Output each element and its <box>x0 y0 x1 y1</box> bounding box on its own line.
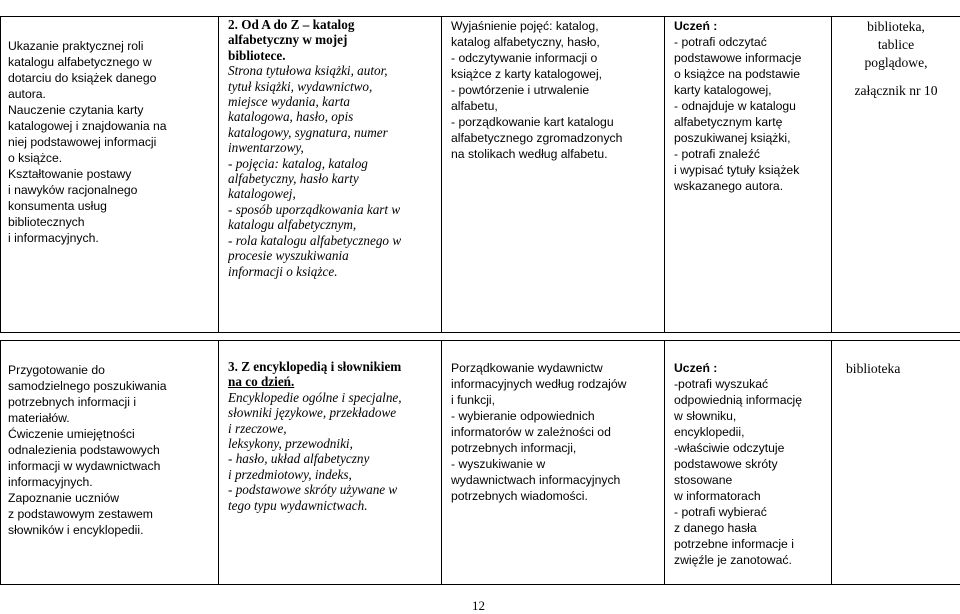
text-line: autora. <box>8 87 46 101</box>
topic-title-line: alfabetyczny w mojej <box>228 32 348 48</box>
text-line: konsumenta usług <box>8 199 107 213</box>
row2-goals-cell <box>8 362 216 538</box>
row1-topic-cell <box>228 17 440 279</box>
text-line: alfabetyczny, hasło karty <box>228 171 359 187</box>
text-line: i wypisać tytuły książek <box>674 163 800 177</box>
text-line: - pojęcia: katalog, katalog <box>228 155 368 171</box>
text-line: podstawowe informacje <box>674 51 802 65</box>
text-line: alfabetycznego zgromadzonych <box>451 131 623 145</box>
student-heading: Uczeń : <box>674 19 718 33</box>
text-line: - wyszukiwanie w <box>451 457 546 471</box>
topic-title-line: na co dzień. <box>228 374 295 390</box>
text-line: potrzebnych wiadomości. <box>451 489 588 503</box>
text-line: i informacyjnych. <box>8 231 99 245</box>
text-line: poszukiwanej książki, <box>674 131 791 145</box>
text-line: Przygotowanie do <box>8 363 105 377</box>
text-line: informacji o książce. <box>228 263 338 279</box>
text-line: - odczytywanie informacji o <box>451 51 598 65</box>
text-line: inwentarzowy, <box>228 140 304 156</box>
row2-procedures-cell <box>451 360 663 504</box>
text-line: i rzeczowe, <box>228 420 287 436</box>
text-line: Encyklopedie ogólne i specjalne, <box>228 389 402 405</box>
text-line: stosowane <box>674 473 733 487</box>
text-line: wskazanego autora. <box>674 179 784 193</box>
text-line: Ukazanie praktycznej roli <box>8 39 144 53</box>
page-number: 12 <box>472 598 485 613</box>
row2-student-cell <box>674 360 830 568</box>
text-line: miejsce wydania, karta <box>228 94 350 110</box>
text-line: alfabetu, <box>451 99 498 113</box>
text-line: i nawyków racjonalnego <box>8 183 138 197</box>
text-line: - rola katalogu alfabetycznego w <box>228 232 402 248</box>
text-line: - podstawowe skróty używane w <box>228 482 398 498</box>
text-line: - potrafi znaleźć <box>674 147 761 161</box>
text-line: - odnajduje w katalogu <box>674 99 796 113</box>
text-line: książce z karty katalogowej, <box>451 67 603 81</box>
attachment-ref: załącznik nr 10 <box>854 83 938 98</box>
text-line: alfabetycznym kartę <box>674 115 783 129</box>
text-line: poglądowe, <box>864 55 928 70</box>
text-line: materiałów. <box>8 411 70 425</box>
text-line: odpowiednią informację <box>674 393 803 407</box>
topic-title-line: bibliotece. <box>228 47 286 63</box>
text-line: katalogu alfabetycznego w <box>8 55 152 69</box>
text-line: potrzebnych informacji i <box>8 395 137 409</box>
text-line: podstawowe skróty <box>674 457 778 471</box>
text-line: - sposób uporządkowania kart w <box>228 201 401 217</box>
text-line: potrzebnych informacji, <box>451 441 577 455</box>
text-line: w informatorach <box>674 489 761 503</box>
text-line: katalogowej i znajdowania na <box>8 119 167 133</box>
text-line: informacyjnych według rodzajów <box>451 377 627 391</box>
text-line: katalogu alfabetycznym, <box>228 217 357 233</box>
text-line: na stolikach według alfabetu. <box>451 147 608 161</box>
text-line: informacyjnych. <box>8 475 93 489</box>
text-line: zwięźle je zanotować. <box>674 553 792 567</box>
text-line: katalogowej, <box>228 186 296 202</box>
text-line: Zapoznanie uczniów <box>8 491 120 505</box>
text-line: katalogowy, sygnatura, numer <box>228 124 388 140</box>
text-line: i przedmiotowy, indeks, <box>228 466 352 482</box>
text-line: informacji w wydawnictwach <box>8 459 161 473</box>
text-line: karty katalogowej, <box>674 83 772 97</box>
text-line: z podstawowym zestawem <box>8 507 153 521</box>
text-line: Porządkowanie wydawnictw <box>451 361 603 375</box>
text-line: Strona tytułowa książki, autor, <box>228 63 388 79</box>
row2-topic-cell <box>228 359 440 513</box>
student-heading: Uczeń : <box>674 361 718 375</box>
text-line: z danego hasła <box>674 521 757 535</box>
text-line: tytuł książki, wydawnictwo, <box>228 78 373 94</box>
text-line: - wybieranie odpowiednich <box>451 409 595 423</box>
text-line: - potrafi odczytać <box>674 35 767 49</box>
text-line: katalogowa, hasło, opis <box>228 109 354 125</box>
text-line: słowniki językowe, przekładowe <box>228 405 397 421</box>
text-line: - powtórzenie i utrwalenie <box>451 83 590 97</box>
text-line: Nauczenie czytania karty <box>8 103 144 117</box>
row1-procedures-cell <box>451 18 663 162</box>
row2-resources-cell <box>846 360 958 378</box>
row1-student-cell <box>674 18 830 194</box>
text-line: potrzebne informacje i <box>674 537 794 551</box>
text-line: tego typu wydawnictwach. <box>228 497 368 513</box>
text-line: katalog alfabetyczny, hasło, <box>451 35 600 49</box>
text-line: Wyjaśnienie pojęć: katalog, <box>451 19 599 33</box>
text-line: słowników i encyklopedii. <box>8 523 144 537</box>
text-line: niej podstawowej informacji <box>8 135 157 149</box>
topic-title-line: 2. Od A do Z – katalog <box>228 17 355 32</box>
text-line: biblioteka, <box>867 19 925 34</box>
text-line: biblioteka <box>846 361 901 376</box>
text-line: wydawnictwach informacyjnych <box>451 473 621 487</box>
text-line: leksykony, przewodniki, <box>228 436 353 452</box>
row1-resources-cell <box>832 18 960 100</box>
text-line: o książce. <box>8 151 63 165</box>
text-line: -potrafi wyszukać <box>674 377 769 391</box>
text-line: w słowniku, <box>674 409 737 423</box>
text-line: tablice <box>877 37 915 52</box>
text-line: dotarciu do książek danego <box>8 71 157 85</box>
text-line: odnalezienia podstawowych <box>8 443 160 457</box>
text-line: procesie wyszukiwania <box>228 248 349 264</box>
text-line: i funkcji, <box>451 393 496 407</box>
text-line: Kształtowanie postawy <box>8 167 132 181</box>
text-line: encyklopedii, <box>674 425 745 439</box>
text-line: Ćwiczenie umiejętności <box>8 427 135 441</box>
text-line: - hasło, układ alfabetyczny <box>228 451 370 467</box>
text-line: bibliotecznych <box>8 215 85 229</box>
text-line: - potrafi wybierać <box>674 505 767 519</box>
text-line: samodzielnego poszukiwania <box>8 379 167 393</box>
text-line: -właściwie odczytuje <box>674 441 785 455</box>
text-line: informatorów w zależności od <box>451 425 611 439</box>
text-line: o książce na podstawie <box>674 67 801 81</box>
topic-title-line: 3. Z encyklopedią i słownikiem <box>228 359 402 374</box>
text-line: - porządkowanie kart katalogu <box>451 115 614 129</box>
row1-goals-cell <box>8 38 216 246</box>
